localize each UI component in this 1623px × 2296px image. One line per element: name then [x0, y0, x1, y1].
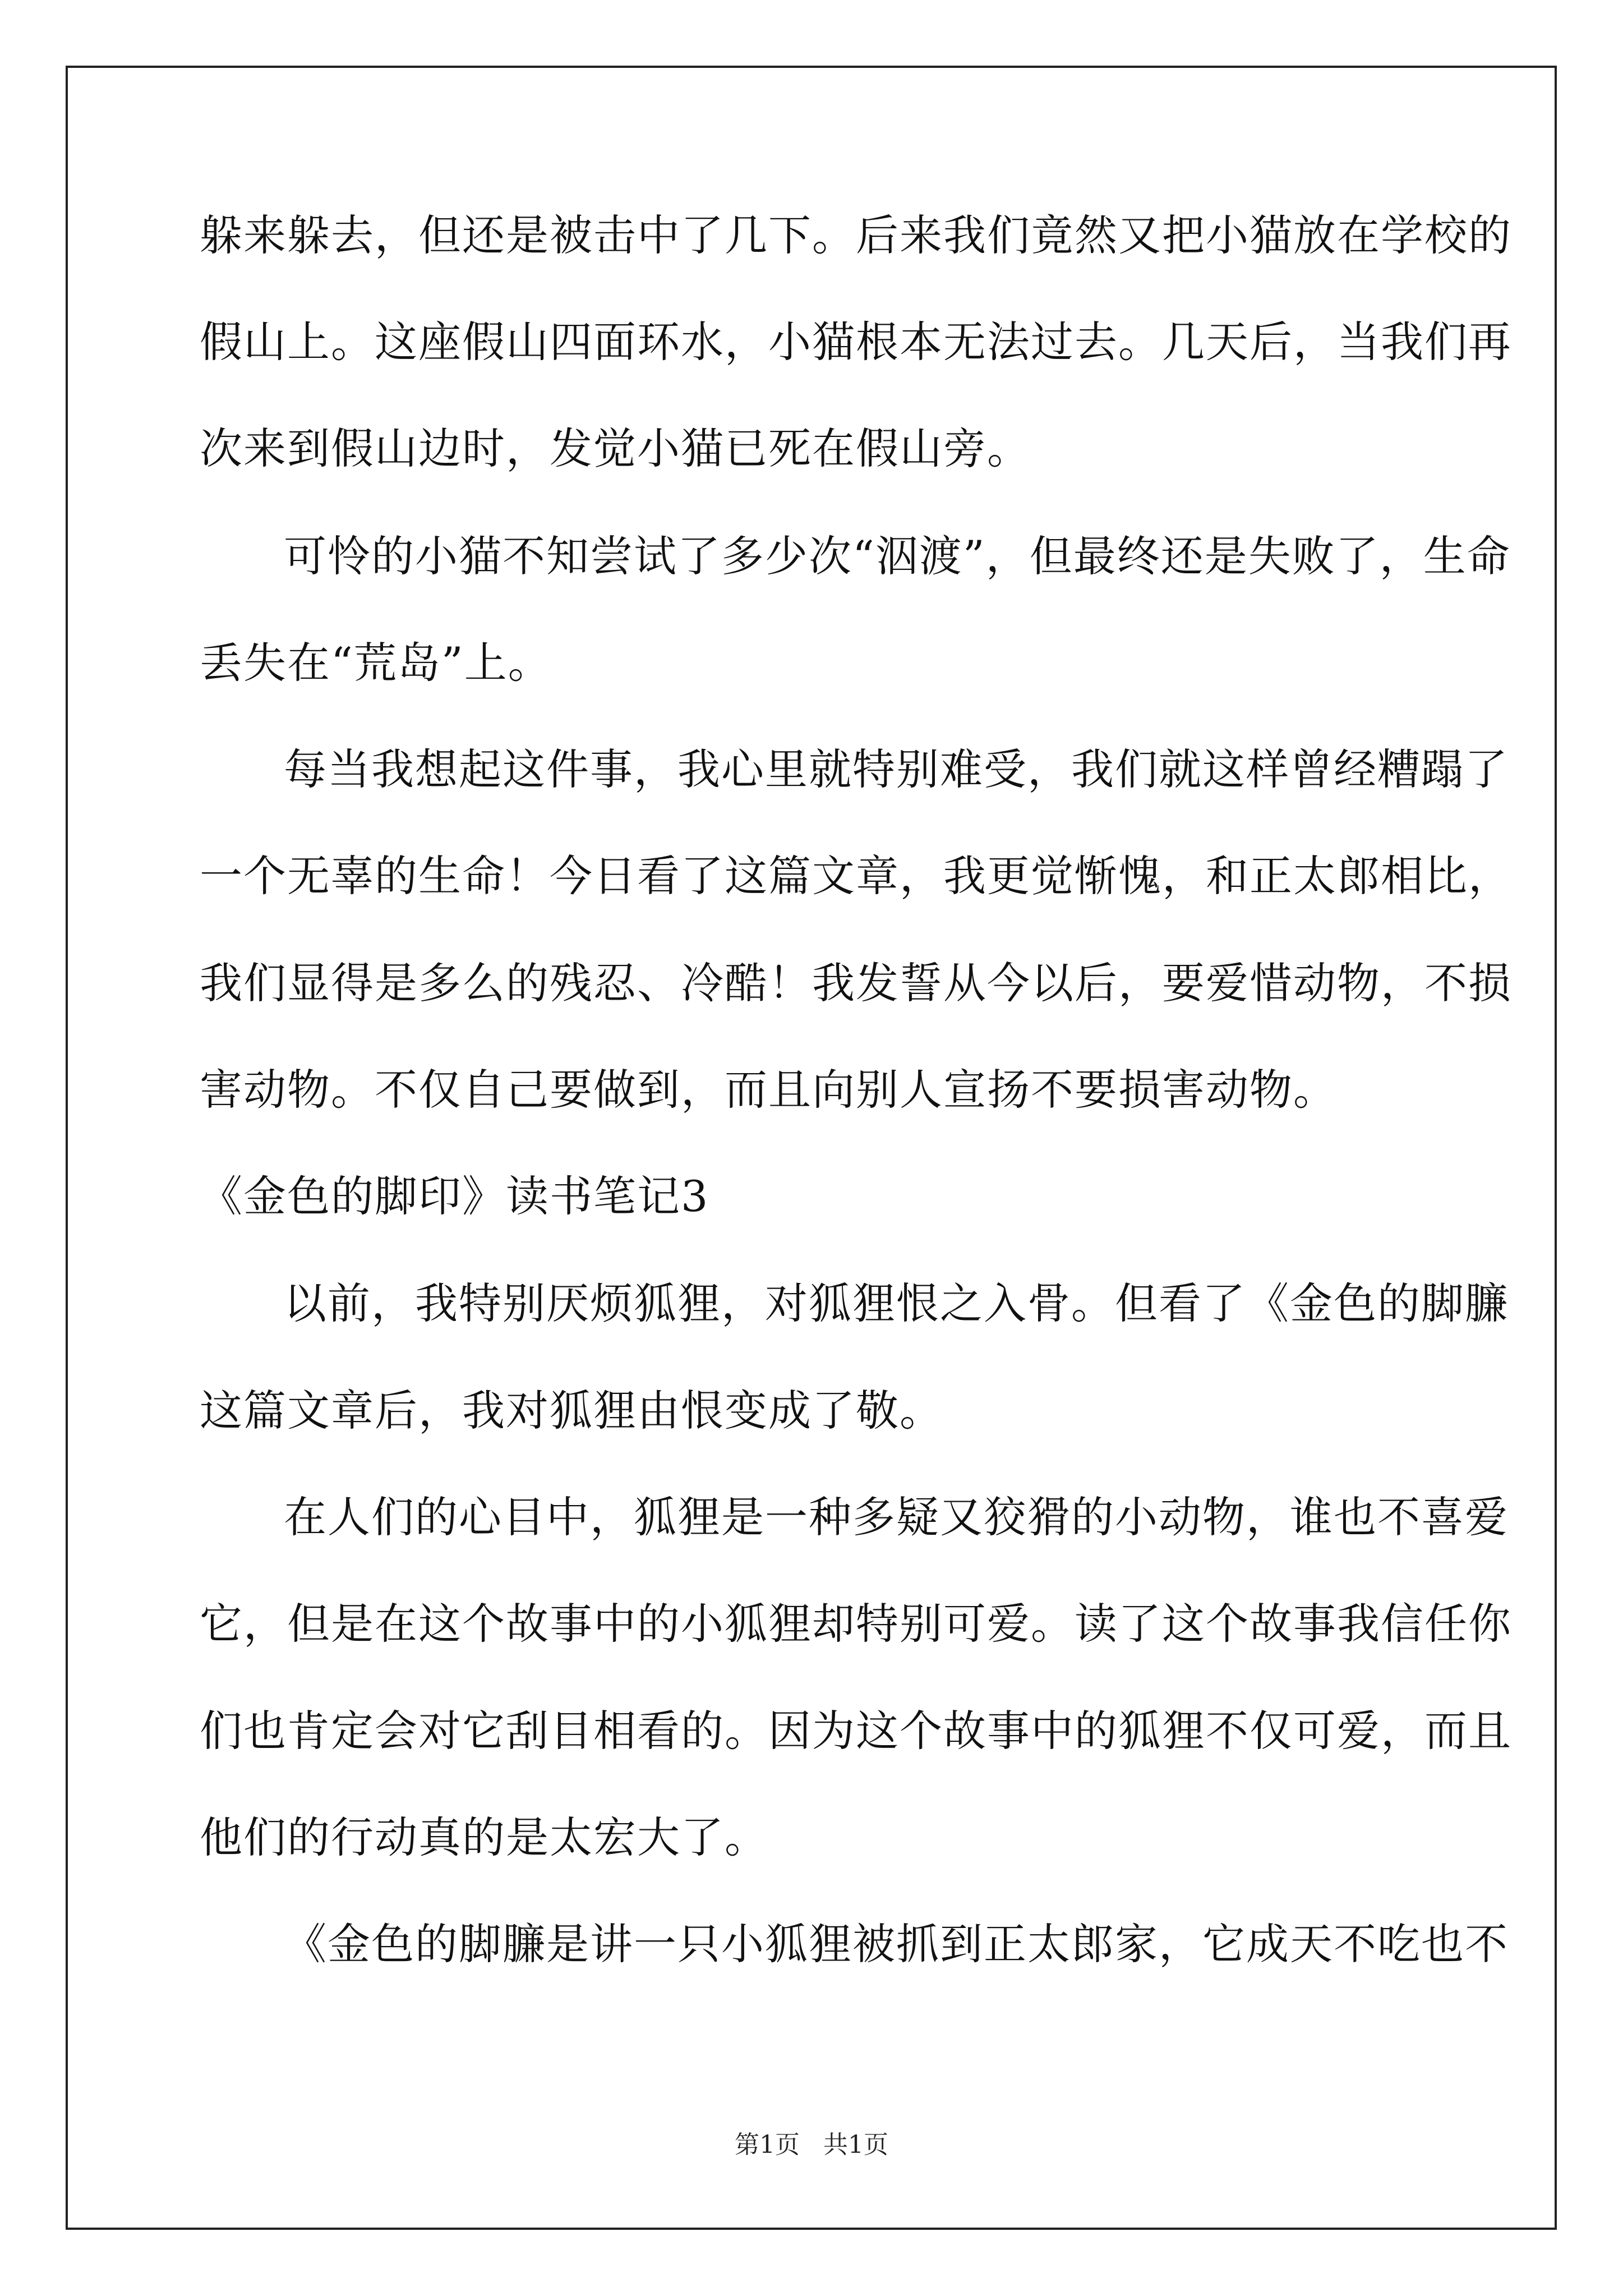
- paragraph-line: 丢失在“荒岛”上。: [200, 638, 552, 688]
- paragraph-line: 一个无辜的生命！今日看了这篇文章，我更觉惭愧，和正太郎相比，: [200, 851, 1512, 901]
- page-border: [66, 66, 1557, 2230]
- paragraph-line: 躲来躲去，但还是被击中了几下。后来我们竟然又把小猫放在学校的: [200, 210, 1512, 260]
- page-footer: [0, 2129, 1623, 2161]
- page-number: 第1页: [735, 2131, 800, 2159]
- paragraph-line: 这篇文章后，我对狐狸由恨变成了敬。: [200, 1386, 943, 1435]
- paragraph-line: 害动物。不仅自己要做到，而且向别人宣扬不要损害动物。: [200, 1065, 1337, 1115]
- paragraph-line: 我们显得是多么的残忍、冷酷！我发誓从今以后，要爱惜动物，不损: [200, 958, 1512, 1008]
- paragraph-line: 们也肯定会对它刮目相看的。因为这个故事中的狐狸不仅可爱，而且: [200, 1706, 1512, 1756]
- paragraph-line: 他们的行动真的是太宏大了。: [200, 1812, 768, 1862]
- paragraph-line: 它，但是在这个故事中的小狐狸却特别可爱。读了这个故事我信任你: [200, 1599, 1512, 1649]
- paragraph-line: 次来到假山边时，发觉小猫已死在假山旁。: [200, 424, 1031, 473]
- paragraph-line: 可怜的小猫不知尝试了多少次“泅渡”，但最终还是失败了，生命: [284, 531, 1511, 581]
- paragraph-line: 《金色的脚臁是讲一只小狐狸被抓到正太郎家，它成天不吃也不: [284, 1919, 1509, 1969]
- paragraph-line: 假山上。这座假山四面环水，小猫根本无法过去。几天后，当我们再: [200, 317, 1512, 367]
- section-heading: 《金色的脚印》读书笔记3: [200, 1171, 709, 1221]
- paragraph-line: 在人们的心目中，狐狸是一种多疑又狡猾的小动物，谁也不喜爱: [284, 1492, 1509, 1542]
- paragraph-line: 每当我想起这件事，我心里就特别难受，我们就这样曾经糟蹋了: [284, 744, 1509, 794]
- paragraph-line: 以前，我特别厌烦狐狸，对狐狸恨之入骨。但看了《金色的脚臁: [284, 1278, 1509, 1328]
- page-total: 共1页: [823, 2131, 888, 2159]
